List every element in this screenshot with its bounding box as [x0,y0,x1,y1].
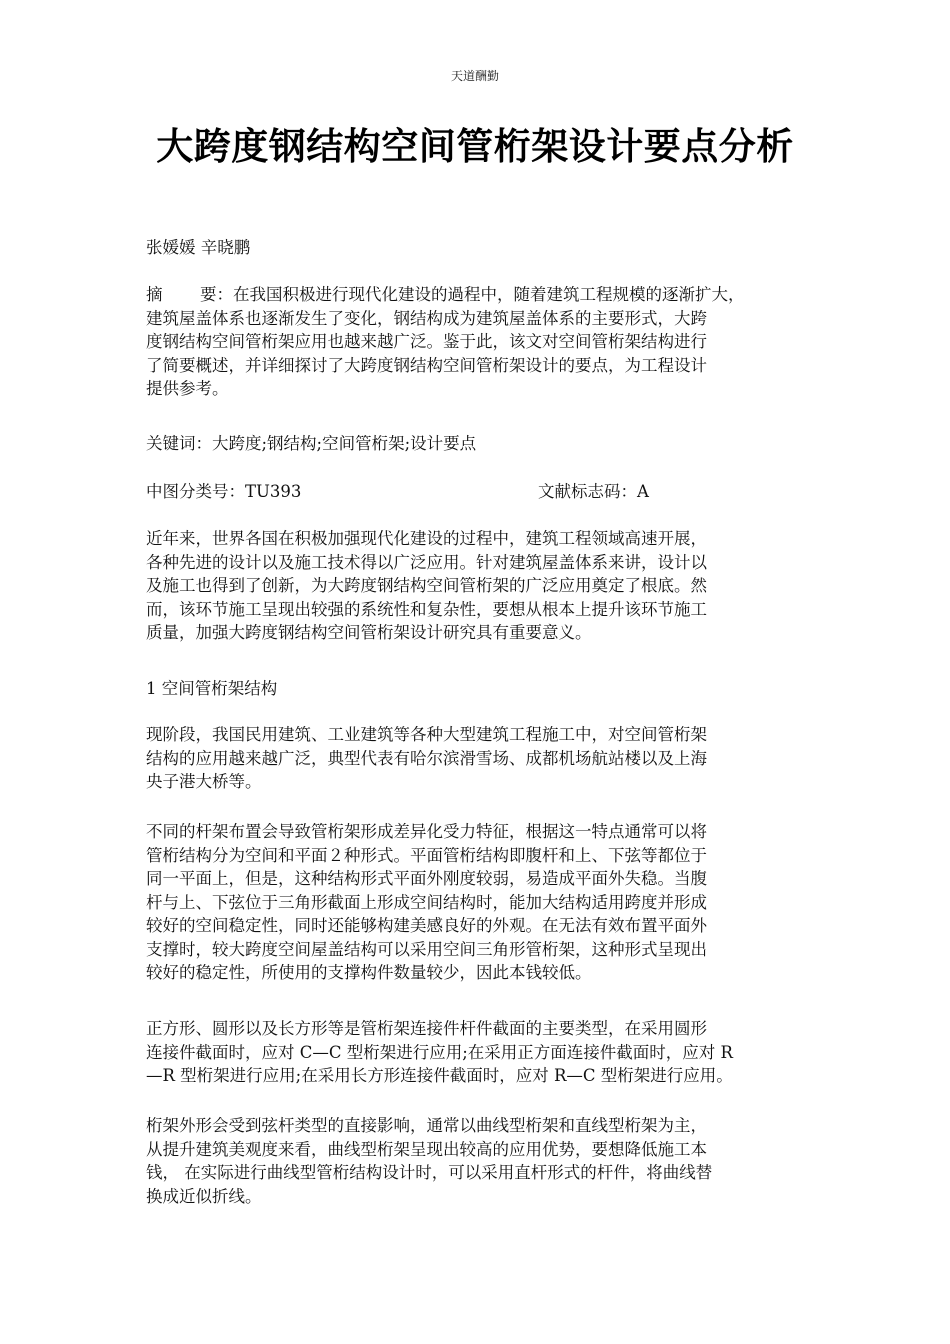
paragraph-line: 较好的空间稳定性，同时还能够构建美感良好的外观。在无法有效布置平面外 [146,916,707,935]
body-paragraph [146,820,806,985]
intro-paragraph [146,527,806,645]
paragraph-line: 同一平面上，但是，这种结构形式平面外刚度较弱，易造成平面外失稳。当腹 [146,869,707,888]
abstract-line [146,283,806,307]
paragraph-line: 而，该环节施工呈现出较强的系统性和复杂性，要想从根本上提升该环节施工 [146,599,707,619]
paragraph-line: 换成近似折线。 [146,1186,262,1206]
paragraph-line: 结构的应用越来越广泛，典型代表有哈尔滨滑雪场、成都机场航站楼以及上海 [146,748,707,768]
abstract [146,283,806,401]
classification-number: 中图分类号：TU393 [146,482,302,501]
author-names: 张媛媛 辛晓鹏 [146,238,251,257]
paragraph-line: 近年来，世界各国在积极加强现代化建设的过程中，建筑工程领域高速开展， [146,529,707,548]
article-title: 大跨度钢结构空间管桁架设计要点分析 [156,125,794,168]
body-paragraph [146,1017,806,1088]
paragraph-line: 不同的杆架布置会导致管桁架形成差异化受力特征，根据这一特点通常可以将 [146,822,707,841]
paragraph-line: 央子港大桥等。 [146,772,262,791]
paragraph-line: 连接件截面时，应对 C—C 型桁架进行应用;在采用正方面连接件截面时，应对 R [146,1042,733,1062]
document-code: 文献标志码：A [538,482,649,501]
abstract-line: 了简要概述，并详细探讨了大跨度钢结构空间管桁架设计的要点，为工程设计 [146,355,707,375]
paragraph-line: 管桁结构分为空间和平面２种形式。平面管桁结构即腹杆和上、下弦等都位于 [146,845,707,865]
body-paragraph [146,723,806,794]
abstract-line: 度钢结构空间管桁架应用也越来越广泛。鉴于此，该文对空间管桁架结构进行 [146,332,707,351]
body-paragraph [146,1114,806,1208]
abstract-label-second: 要： [200,285,233,304]
paragraph-line: 钱， 在实际进行曲线型管桁结构设计时，可以采用直杆形式的杆件，将曲线替 [146,1163,713,1182]
abstract-line: 提供参考。 [146,379,229,398]
paragraph-line: 质量，加强大跨度钢结构空间管桁架设计研究具有重要意义。 [146,623,592,642]
paragraph-line: 现阶段，我国民用建筑、工业建筑等各种大型建筑工程施工中，对空间管桁架 [146,725,707,744]
keywords: 关键词：大跨度;钢结构;空间管桁架;设计要点 [146,434,477,453]
paragraph-line: 桁架外形会受到弦杆类型的直接影响，通常以曲线型桁架和直线型桁架为主， [146,1116,707,1135]
paragraph-line: 各种先进的设计以及施工技术得以广泛应用。针对建筑屋盖体系来讲，设计以 [146,552,707,572]
abstract-text: 在我国积极进行现代化建设的過程中，随着建筑工程规模的逐渐扩大， [233,285,745,304]
paragraph-line: 杆与上、下弦位于三角形截面上形成空间结构时，能加大结构适用跨度并形成 [146,892,707,912]
abstract-line: 建筑屋盖体系也逐渐发生了变化，钢结构成为建筑屋盖体系的主要形式，大跨 [146,308,707,328]
running-header: 天道酬勤 [450,69,499,83]
abstract-label-first: 摘 [146,285,163,304]
paragraph-line: 及施工也得到了创新，为大跨度钢结构空间管桁架的广泛应用奠定了根底。然 [146,576,707,595]
classification-line [146,480,826,504]
paragraph-line: 支撑时，较大跨度空间屋盖结构可以采用空间三角形管桁架，这种形式呈现出 [146,939,707,959]
paragraph-line: 正方形、圆形以及长方形等是管桁架连接件杆件截面的主要类型，在采用圆形 [146,1019,707,1038]
paragraph-line: —R 型桁架进行应用;在采用长方形连接件截面时，应对 R—C 型桁架进行应用。 [146,1066,733,1085]
paragraph-line: 较好的稳定性，所使用的支撑构件数量较少，因此本钱较低。 [146,963,592,982]
section-heading: 1 空间管桁架结构 [146,679,278,698]
paragraph-line: 从提升建筑美观度来看，曲线型桁架呈现出较高的应用优势，要想降低施工本 [146,1139,707,1159]
